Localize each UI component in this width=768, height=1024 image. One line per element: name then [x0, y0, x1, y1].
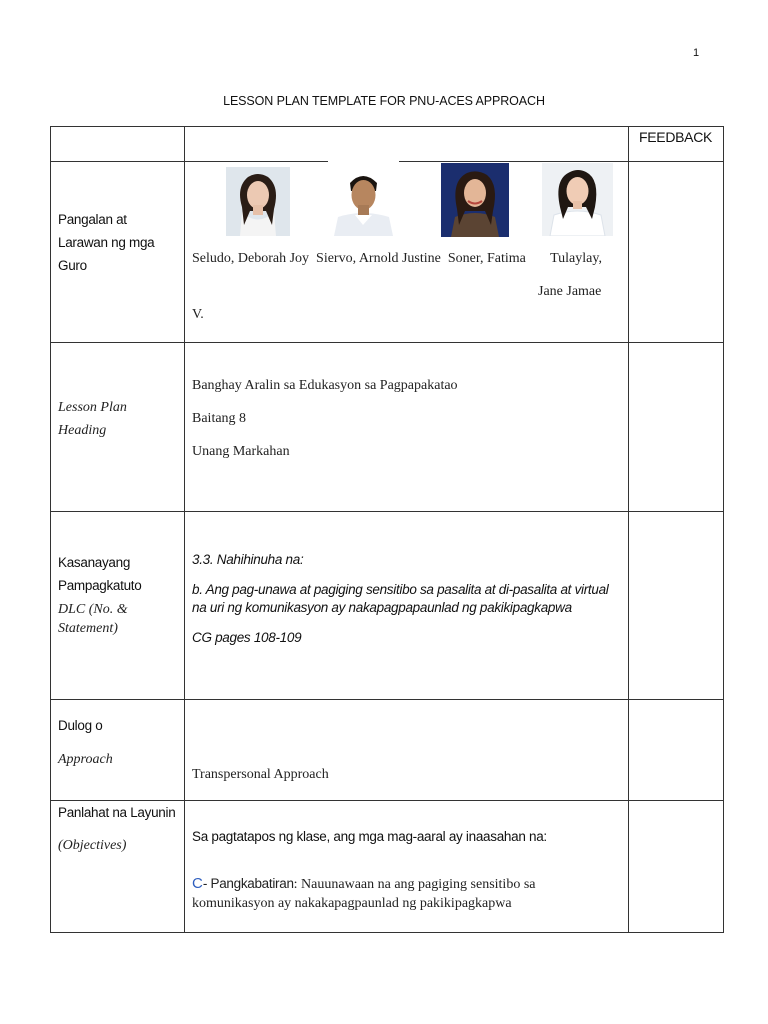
competency-label-line1: Kasanayang: [58, 555, 131, 570]
teachers-label-line2: Larawan ng mga: [58, 235, 155, 250]
competency-content-cell: [185, 512, 629, 700]
competency-statement: b. Ang pag-unawa at pagiging sensitibo sa pasalita at di-pasalita at virtual na uri ng komunikasyon ay nakapagpapaunlad ng pakikipagkapwa: [192, 582, 609, 615]
objectives-label: Panlahat na Layunin: [58, 805, 176, 820]
objectives-label-cell: [51, 801, 185, 933]
competency-label-line2: Pampagkatuto: [58, 578, 142, 593]
header-cell-empty-2: [185, 127, 629, 162]
feedback-header: FEEDBACK: [639, 129, 713, 145]
objectives-c-text: : Nauunawaan na ang pagiging sensitibo sa komunikasyon ay nakakapagpaunlad ng pakikipagkapwa: [192, 877, 536, 911]
heading-label-line1: Lesson Plan: [58, 400, 127, 415]
competency-label-cell: [51, 512, 185, 700]
heading-label-line2: Heading: [58, 423, 107, 438]
approach-row: [51, 700, 724, 801]
teacher-photo-3: [441, 163, 509, 237]
approach-label-cell: [51, 700, 185, 801]
objectives-sublabel: (Objectives): [58, 838, 127, 853]
heading-grade: Baitang 8: [192, 411, 247, 426]
heading-subject: Banghay Aralin sa Edukasyon sa Pagpapakatao: [192, 378, 458, 393]
approach-feedback-cell: [629, 700, 724, 801]
heading-quarter: Unang Markahan: [192, 444, 290, 459]
teacher-photo-4: [542, 163, 613, 236]
objectives-row: [51, 801, 724, 933]
heading-feedback-cell: [629, 343, 724, 512]
approach-label: Dulog o: [58, 718, 103, 733]
teachers-feedback-cell: [629, 162, 724, 343]
teacher-names-line3: V.: [192, 307, 204, 322]
competency-sublabel-line1: DLC (No. &: [58, 602, 128, 617]
approach-sublabel: Approach: [58, 752, 113, 767]
competency-pages: CG pages 108-109: [192, 630, 302, 645]
teachers-row: [51, 162, 724, 343]
heading-label-cell: [51, 343, 185, 512]
objectives-cognitive: [192, 874, 620, 913]
lesson-plan-table: [50, 126, 724, 933]
objectives-intro: Sa pagtatapos ng klase, ang mga mag-aaral ay inaasahan na:: [192, 829, 547, 844]
competency-row: [51, 512, 724, 700]
competency-feedback-cell: [629, 512, 724, 700]
header-cell-empty-1: [51, 127, 185, 162]
approach-value: Transpersonal Approach: [192, 767, 329, 782]
teacher-names-line1: Seludo, Deborah Joy Siervo, Arnold Justine Soner, Fatima Tulaylay,: [192, 251, 602, 266]
teachers-label-cell: [51, 162, 185, 343]
teacher-photo-1: [226, 167, 290, 236]
objectives-content-cell: [185, 801, 629, 933]
teachers-label-line3: Guro: [58, 258, 87, 273]
document-title: LESSON PLAN TEMPLATE FOR PNU-ACES APPROACH: [223, 94, 545, 108]
heading-content-cell: [185, 343, 629, 512]
objectives-c-letter: C: [192, 875, 203, 892]
page-number: 1: [693, 47, 700, 59]
competency-sublabel-line2: Statement): [58, 621, 118, 636]
teachers-content-cell: [185, 162, 629, 343]
objectives-feedback-cell: [629, 801, 724, 933]
heading-row: [51, 343, 724, 512]
header-row: [51, 127, 724, 162]
objectives-c-label: - Pangkabatiran: [202, 876, 294, 891]
competency-code: 3.3. Nahihinuha na:: [192, 552, 304, 567]
teachers-label-line1: Pangalan at: [58, 212, 127, 227]
feedback-header-cell: [629, 127, 724, 162]
teacher-photo-2: [328, 165, 399, 236]
teacher-names-line2: Jane Jamae: [538, 284, 602, 299]
approach-content-cell: [185, 700, 629, 801]
